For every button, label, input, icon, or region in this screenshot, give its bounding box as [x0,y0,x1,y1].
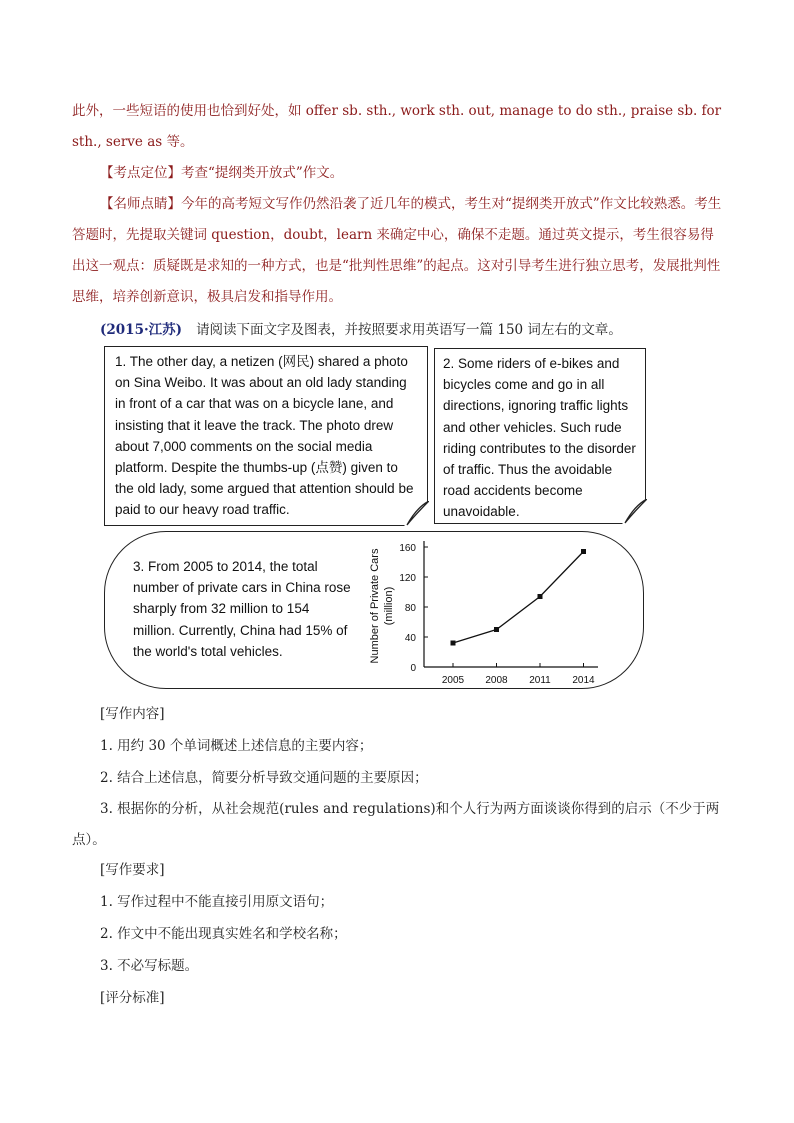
question-tag: (2015·江苏) [100,322,183,338]
x-tick-label: 2014 [572,675,595,686]
data-point [538,594,543,599]
y-tick-label: 0 [410,663,416,674]
intro-paragraph: 此外，一些短语的使用也恰到好处，如 offer sb. sth., work sth. out, manage to do sth., praise sb. for sth., serve as 等。 [72,103,722,150]
question-heading [100,318,622,342]
x-tick-label: 2008 [485,675,508,686]
writing-req-item-2: 2. 作文中不能出现真实姓名和学校名称； [100,926,347,942]
kaodian-label: 【考点定位】 [100,165,181,181]
page-curl-icon [403,501,429,527]
data-point [451,641,456,646]
info-box-2 [434,348,646,524]
writing-req-title: [写作要求] [100,862,165,878]
y-axis-unit-label: (million) [383,586,395,626]
mingshi-paragraph [72,189,724,313]
question-text: 请阅读下面文字及图表，并按照要求用英语写一篇 150 词左右的文章。 [196,322,622,338]
content-req-title: [写作内容] [100,706,165,722]
y-tick-label: 40 [404,633,416,644]
content-req-item-3: 3. 根据你的分析，从社会规范(rules and regulations)和个人行为两方面谈谈你得到的启示（不少于两点）。 [72,801,720,848]
data-point [581,549,586,554]
x-tick-label: 2011 [529,675,551,686]
data-point [494,627,499,632]
info-box-3-text: 3. From 2005 to 2014, the total number of private cars in China rose sharply from 32 million to 154 million. Currently, China had 15% of the world's total vehicles. [133,559,351,659]
series-line [453,552,584,644]
private-cars-line-chart [362,537,612,687]
y-axis-label: Number of Private Cars [369,548,381,664]
writing-req-item-3: 3. 不必写标题。 [100,958,199,974]
y-tick-label: 160 [399,543,416,554]
mingshi-text: 今年的高考短文写作仍然沿袭了近几年的模式，考生对“提纲类开放式”作文比较熟悉。考生答题时，先提取关键词 question，doubt，learn 来确定中心，确保不走题。通过英文提示，考生很容易得出这一观点：质疑既是求知的一种方式，也是“批判性思维”的起点。这对引导考生进行独立思考，发展批判性思维，培养创新意识，极具启发和指导作用。 [72,196,722,305]
x-tick-label: 2005 [441,675,465,686]
writing-req-item-1: 1. 写作过程中不能直接引用原文语句； [100,894,334,910]
content-req-item-1: 1. 用约 30 个单词概述上述信息的主要内容； [100,738,373,754]
page-curl-icon [621,499,647,525]
info-box-1-text: 1. The other day, a netizen (网民) shared a photo on Sina Weibo. It was about an old lady standing in front of a car that was on a bicycle lane, and insisting that it leave the track. The photo drew about 7,000 comments on the social media platform. Despite the thumbs-up (点赞) given to the old lady, some argued that attention should be paid to our heavy road traffic. [115,354,414,518]
kaodian-paragraph [72,158,724,189]
mingshi-label: 【名师点睛】 [100,196,181,212]
info-box-2-text: 2. Some riders of e-bikes and bicycles come and go in all directions, ignoring traffic lights and other vehicles. Such rude riding contributes to the disorder of traffic. Thus the avoidable road accidents become unavoidable. [443,356,636,520]
y-tick-label: 80 [404,603,416,614]
scoring-title: [评分标准] [100,990,165,1006]
kaodian-text: 考查“提纲类开放式”作文。 [181,165,344,181]
info-box-1 [104,346,428,526]
y-tick-label: 120 [399,573,416,584]
content-req-item-2: 2. 结合上述信息，简要分析导致交通问题的主要原因； [100,770,428,786]
